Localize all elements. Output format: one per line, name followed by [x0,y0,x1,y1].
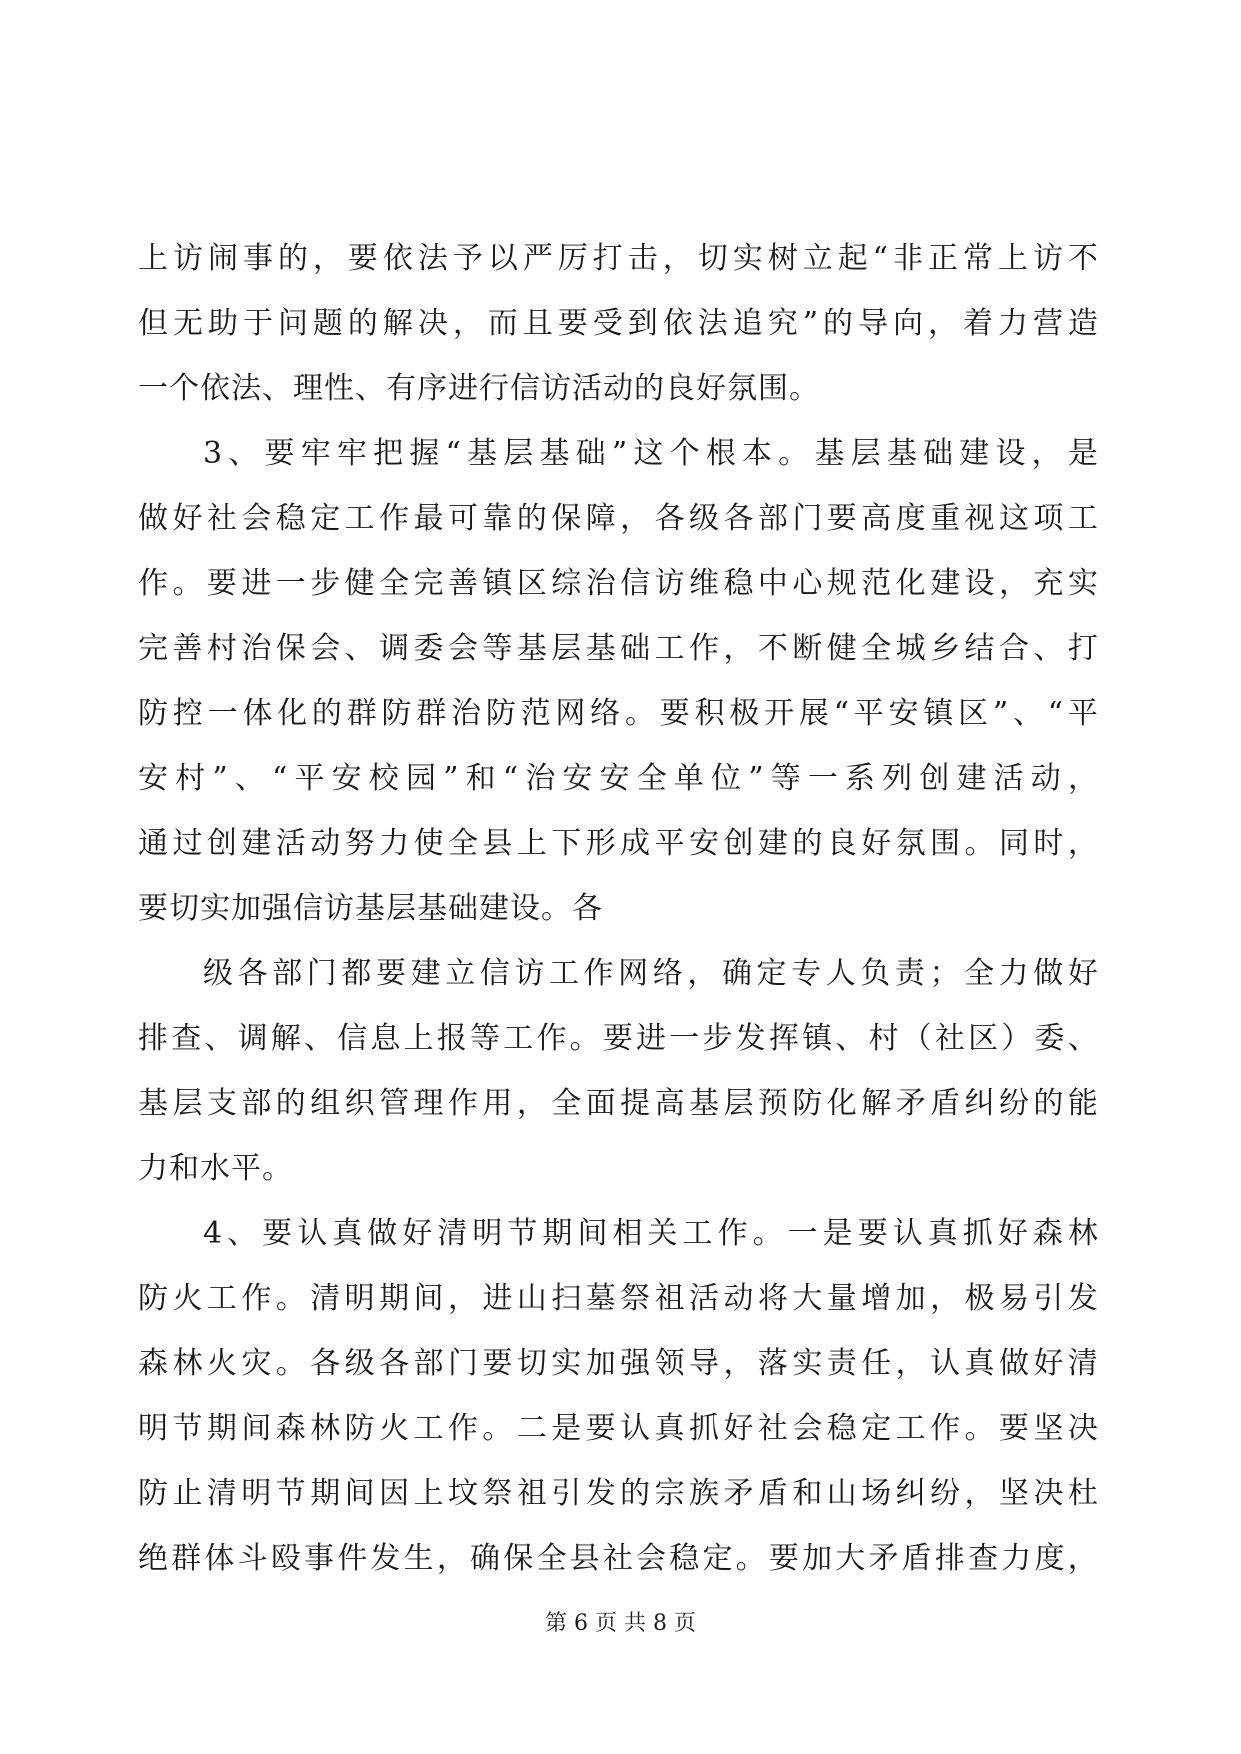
text-line: 安 村 ” 、 “ 平 安 校 园 ” 和 “ 治 安 安 全 单 位 ” 等 一 系 列 创 建 活 动 ， [138,761,1098,796]
text-line: 上 访 闹 事 的 ， 要 依 法 予 以 严 厉 打 击 ， 切 实 树 立 起 “ 非 正 常 上 访 不 [138,241,1098,276]
page-number-footer: 第 6 页 共 8 页 [545,1611,696,1636]
text-line-paragraph-start: 3 、 要 牢 牢 把 握 “ 基 层 基 础 ” 这 个 根 本 。 基 层 基 础 建 设 ， 是 [203,436,1098,471]
text-line: 作 。 要 进 一 步 健 全 完 善 镇 区 综 治 信 访 维 稳 中 心 规 范 化 建 设 ， 充 实 [138,566,1098,601]
text-line: 防 火 工 作 。 清 明 期 间 ， 进 山 扫 墓 祭 祖 活 动 将 大 量 增 加 ， 极 易 引 发 [138,1281,1098,1316]
text-line: 森 林 火 灾 。 各 级 各 部 门 要 切 实 加 强 领 导 ， 落 实 责 任 ， 认 真 做 好 清 [138,1346,1098,1381]
text-line: 排 查 、 调 解 、 信 息 上 报 等 工 作 。 要 进 一 步 发 挥 镇 、 村 （ 社 区 ） 委 、 [138,1021,1098,1056]
text-line: 通 过 创 建 活 动 努 力 使 全 县 上 下 形 成 平 安 创 建 的 良 好 氛 围 。 同 时 ， [138,826,1098,861]
text-line: 要切实加强信访基层基础建设。各 [138,891,603,926]
text-line: 做 好 社 会 稳 定 工 作 最 可 靠 的 保 障 ， 各 级 各 部 门 要 高 度 重 视 这 项 工 [138,501,1098,536]
text-line: 但 无 助 于 问 题 的 解 决 ， 而 且 要 受 到 依 法 追 究 ” 的 导 向 ， 着 力 营 造 [138,306,1098,341]
text-line: 基 层 支 部 的 组 织 管 理 作 用 ， 全 面 提 高 基 层 预 防 化 解 矛 盾 纠 纷 的 能 [138,1086,1098,1121]
text-line: 防 止 清 明 节 期 间 因 上 坟 祭 祖 引 发 的 宗 族 矛 盾 和 山 场 纠 纷 ， 坚 决 杜 [138,1476,1098,1511]
body-text [138,226,1098,1591]
text-line: 完 善 村 治 保 会 、 调 委 会 等 基 层 基 础 工 作 ， 不 断 健 全 城 乡 结 合 、 打 [138,631,1098,666]
text-line: 力和水平。 [138,1151,293,1186]
text-line: 防 控 一 体 化 的 群 防 群 治 防 范 网 络 。 要 积 极 开 展 “ 平 安 镇 区 ” 、 “ 平 [138,696,1098,731]
text-line: 明 节 期 间 森 林 防 火 工 作 。 二 是 要 认 真 抓 好 社 会 稳 定 工 作 。 要 坚 决 [138,1411,1098,1446]
text-line: 一个依法、理性、有序进行信访活动的良好氛围。 [138,371,820,406]
text-line-paragraph-start: 级 各 部 门 都 要 建 立 信 访 工 作 网 络 ， 确 定 专 人 负 责 ； 全 力 做 好 [203,956,1098,991]
text-line-paragraph-start: 4 、 要 认 真 做 好 清 明 节 期 间 相 关 工 作 。 一 是 要 认 真 抓 好 森 林 [203,1216,1098,1251]
text-line: 绝 群 体 斗 殴 事 件 发 生 ， 确 保 全 县 社 会 稳 定 。 要 加 大 矛 盾 排 查 力 度 ， [138,1541,1098,1576]
